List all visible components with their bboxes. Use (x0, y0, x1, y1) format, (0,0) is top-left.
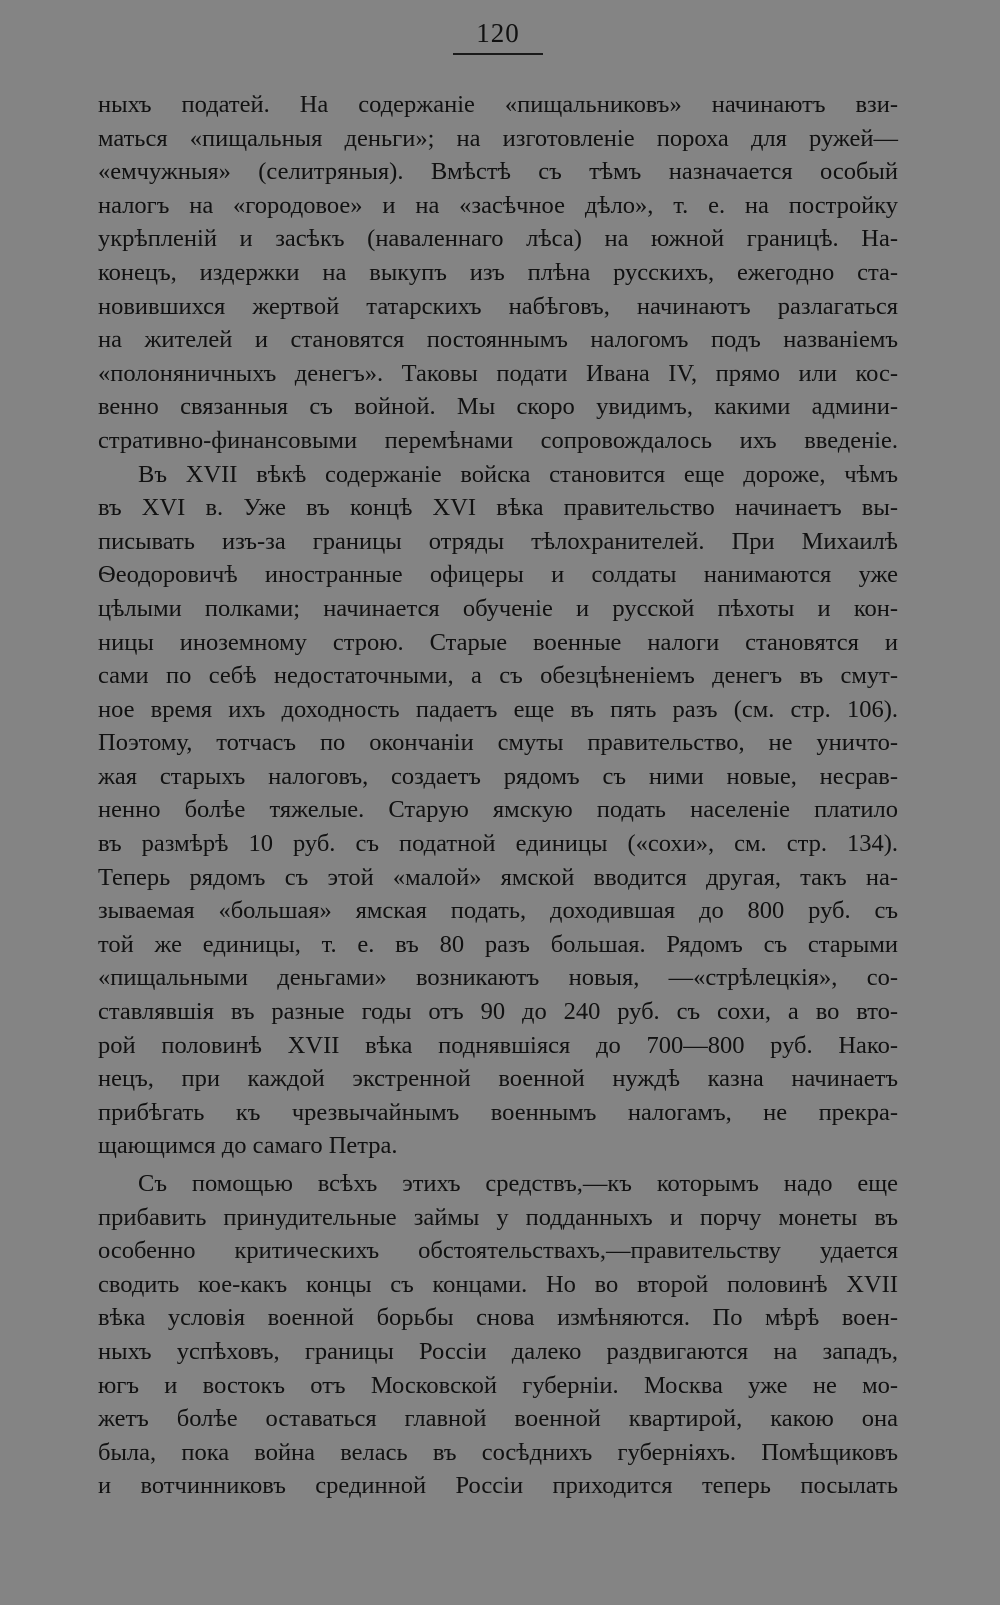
text-line: «полоняничныхъ денегъ». Таковы подати Ивана IV, прямо или кос- (98, 359, 898, 387)
text-line: писывать изъ-за границы отряды тѣлохранителей. При Михаилѣ (98, 527, 898, 555)
text-line: Поэтому, тотчасъ по окончаніи смуты правительство, не уничто- (98, 729, 898, 757)
text-line: рой половинѣ XVII вѣка поднявшіяся до 700—800 руб. Нако- (98, 1031, 898, 1059)
text-line: ницы иноземному строю. Старые военные налоги становятся и (98, 628, 898, 656)
paragraph-2 (98, 458, 898, 1163)
text-line: щающимся до самаго Петра. (98, 1132, 398, 1160)
text-line: жетъ болѣе оставаться главной военной квартирой, какою она (98, 1405, 898, 1433)
text-line: особенно критическихъ обстоятельствахъ,—правительству удается (98, 1237, 898, 1265)
text-line: укрѣпленій и засѣкъ (наваленнаго лѣса) на южной границѣ. На- (98, 225, 898, 253)
text-line: сводить кое-какъ концы съ концами. Но во второй половинѣ XVII (98, 1270, 898, 1298)
text-line: новившихся жертвой татарскихъ набѣговъ, начинаютъ разлагаться (98, 292, 898, 320)
page-number: 120 (453, 18, 543, 55)
body-text (98, 88, 898, 1503)
text-line: югъ и востокъ отъ Московской губерніи. Москва уже не мо- (98, 1371, 898, 1399)
text-line: конецъ, издержки на выкупъ изъ плѣна русскихъ, ежегодно ста- (98, 258, 898, 286)
text-line: ныхъ податей. На содержаніе «пищальниковъ» начинаютъ взи- (98, 91, 898, 118)
text-line: ненно болѣе тяжелые. Старую ямскую подать населеніе платило (98, 796, 898, 824)
paragraph-1 (98, 88, 898, 458)
text-line: стративно-финансовыми перемѣнами сопровождалось ихъ введеніе. (98, 426, 898, 454)
text-line: прибавить принудительные займы у подданныхъ и порчу монеты въ (98, 1203, 898, 1231)
text-line: ставлявшія въ разные годы отъ 90 до 240 руб. съ сохи, а во вто- (98, 998, 898, 1026)
text-line: въ XVI в. Уже въ концѣ XVI вѣка правительство начинаетъ вы- (98, 494, 898, 522)
text-line: ное время ихъ доходность падаетъ еще въ пять разъ (см. стр. 106). (98, 695, 898, 723)
paragraph-3 (98, 1167, 898, 1503)
text-line: зываемая «большая» ямская подать, доходившая до 800 руб. съ (98, 897, 898, 925)
text-line: вѣка условія военной борьбы снова измѣняются. По мѣрѣ воен- (98, 1304, 898, 1332)
text-line: на жителей и становятся постояннымъ налогомъ подъ названіемъ (98, 326, 898, 354)
text-line: Въ XVII вѣкѣ содержаніе войска становится еще дороже, чѣмъ (138, 460, 898, 488)
text-line: прибѣгать къ чрезвычайнымъ военнымъ налогамъ, не прекра- (98, 1098, 898, 1126)
text-line: жая старыхъ налоговъ, создаетъ рядомъ съ ними новые, несрав- (98, 762, 898, 790)
text-line: налогъ на «городовое» и на «засѣчное дѣло», т. е. на постройку (98, 191, 898, 219)
text-line: Ѳеодоровичѣ иностранные офицеры и солдаты нанимаются уже (98, 561, 898, 589)
text-line: въ размѣрѣ 10 руб. съ податной единицы («сохи», см. стр. 134). (98, 830, 898, 858)
text-line: маться «пищальныя деньги»; на изготовленіе пороха для ружей— (98, 124, 898, 152)
text-line: «емчужныя» (селитряныя). Вмѣстѣ съ тѣмъ назначается особый (98, 158, 898, 186)
text-line: ныхъ успѣховъ, границы Россіи далеко раздвигаются на западъ, (98, 1337, 898, 1365)
text-line: Теперь рядомъ съ этой «малой» ямской вводится другая, такъ на- (98, 863, 898, 891)
text-line: той же единицы, т. е. въ 80 разъ большая. Рядомъ съ старыми (98, 930, 898, 958)
text-line: сами по себѣ недостаточными, а съ обезцѣненіемъ денегъ въ смут- (98, 662, 898, 690)
text-line: нецъ, при каждой экстренной военной нуждѣ казна начинаетъ (98, 1065, 898, 1093)
text-line: Съ помощью всѣхъ этихъ средствъ,—къ которымъ надо еще (138, 1170, 898, 1197)
text-line: венно связанныя съ войной. Мы скоро увидимъ, какими админи- (98, 393, 898, 421)
text-line: была, пока война велась въ сосѣднихъ губерніяхъ. Помѣщиковъ (98, 1438, 898, 1466)
text-line: цѣлыми полками; начинается обученіе и русской пѣхоты и кон- (98, 594, 898, 622)
text-line: и вотчинниковъ срединной Россіи приходится теперь посылать (98, 1472, 898, 1500)
text-line: «пищальными деньгами» возникаютъ новыя, —«стрѣлецкія», со- (98, 964, 898, 992)
